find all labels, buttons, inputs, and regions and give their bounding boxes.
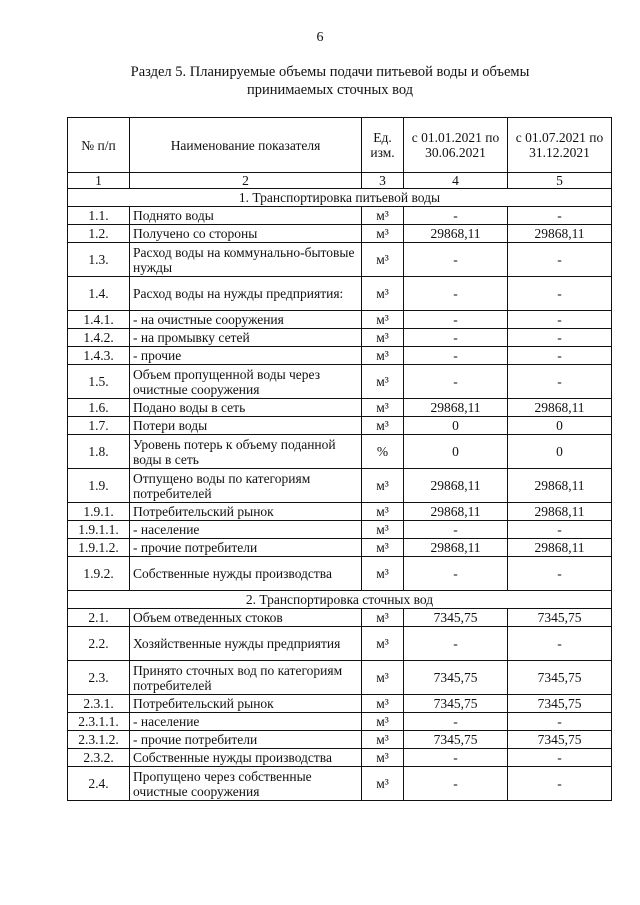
row-name: Объем отведенных стоков [130, 609, 362, 627]
table-row [68, 277, 612, 311]
row-value-period-1: - [404, 521, 508, 539]
row-number: 2.2. [68, 627, 130, 661]
row-number: 2.3.2. [68, 749, 130, 767]
row-unit: м³ [362, 243, 404, 277]
row-value-period-2: 29868,11 [508, 539, 612, 557]
row-value-period-1: - [404, 277, 508, 311]
row-name: - население [130, 521, 362, 539]
row-value-period-2: - [508, 277, 612, 311]
table-row [68, 503, 612, 521]
row-value-period-1: - [404, 311, 508, 329]
table-row [68, 243, 612, 277]
row-name: Пропущено через собственные очистные сооружения [130, 767, 362, 801]
row-number: 1.2. [68, 225, 130, 243]
table-row [68, 713, 612, 731]
table-row [68, 749, 612, 767]
row-value-period-2: 0 [508, 435, 612, 469]
row-value-period-2: 0 [508, 417, 612, 435]
row-unit: м³ [362, 277, 404, 311]
row-number: 1.1. [68, 207, 130, 225]
row-number: 2.3. [68, 661, 130, 695]
row-value-period-2: - [508, 311, 612, 329]
row-name: - прочие потребители [130, 731, 362, 749]
section-heading: 2. Транспортировка сточных вод [68, 591, 612, 609]
row-unit: м³ [362, 399, 404, 417]
table-row [68, 609, 612, 627]
col-number: 2 [130, 173, 362, 189]
row-unit: м³ [362, 767, 404, 801]
row-value-period-2: 7345,75 [508, 695, 612, 713]
col-number: 3 [362, 173, 404, 189]
table-row [68, 399, 612, 417]
row-value-period-2: 29868,11 [508, 399, 612, 417]
row-number: 2.1. [68, 609, 130, 627]
row-unit: м³ [362, 469, 404, 503]
table-row [68, 365, 612, 399]
row-value-period-2: 29868,11 [508, 469, 612, 503]
col-number: 4 [404, 173, 508, 189]
row-value-period-1: 29868,11 [404, 469, 508, 503]
row-unit: м³ [362, 661, 404, 695]
section-title [70, 63, 590, 99]
row-name: Объем пропущенной воды через очистные сооружения [130, 365, 362, 399]
row-value-period-2: 29868,11 [508, 225, 612, 243]
table-row [68, 311, 612, 329]
row-unit: м³ [362, 713, 404, 731]
row-name: - прочие [130, 347, 362, 365]
row-number: 1.3. [68, 243, 130, 277]
row-unit: м³ [362, 695, 404, 713]
col-number: 5 [508, 173, 612, 189]
section-title-line-1: Раздел 5. Планируемые объемы подачи питьевой воды и объемы [130, 64, 530, 80]
row-number: 1.5. [68, 365, 130, 399]
section-heading: 1. Транспортировка питьевой воды [68, 189, 612, 207]
row-name: Получено со стороны [130, 225, 362, 243]
row-value-period-2: 29868,11 [508, 503, 612, 521]
row-unit: м³ [362, 557, 404, 591]
row-value-period-1: - [404, 749, 508, 767]
row-value-period-1: - [404, 207, 508, 225]
row-value-period-2: - [508, 557, 612, 591]
row-value-period-2: - [508, 713, 612, 731]
section-row [68, 591, 612, 609]
row-number: 1.9.1.1. [68, 521, 130, 539]
table-row [68, 539, 612, 557]
row-number: 1.9.1.2. [68, 539, 130, 557]
row-value-period-1: - [404, 347, 508, 365]
row-value-period-2: - [508, 347, 612, 365]
row-name: - на очистные сооружения [130, 311, 362, 329]
row-number: 2.3.1.1. [68, 713, 130, 731]
header-unit: Ед. изм. [362, 118, 404, 173]
section-title-line-2: принимаемых сточных вод [246, 82, 414, 98]
row-name: - прочие потребители [130, 539, 362, 557]
table-row [68, 207, 612, 225]
row-value-period-1: 7345,75 [404, 609, 508, 627]
table-row [68, 557, 612, 591]
row-number: 1.6. [68, 399, 130, 417]
row-unit: м³ [362, 503, 404, 521]
table-row [68, 329, 612, 347]
row-unit: % [362, 435, 404, 469]
row-number: 1.9.1. [68, 503, 130, 521]
row-number: 1.7. [68, 417, 130, 435]
row-name: Собственные нужды производства [130, 557, 362, 591]
row-number: 2.4. [68, 767, 130, 801]
row-name: Принято сточных вод по категориям потребителей [130, 661, 362, 695]
row-number: 1.4. [68, 277, 130, 311]
row-value-period-2: - [508, 243, 612, 277]
row-value-period-2: 7345,75 [508, 661, 612, 695]
row-unit: м³ [362, 417, 404, 435]
table-row [68, 521, 612, 539]
row-value-period-1: - [404, 329, 508, 347]
page-number: 6 [316, 30, 324, 45]
row-unit: м³ [362, 365, 404, 399]
header-num: № п/п [68, 118, 130, 173]
header-name: Наименование показателя [130, 118, 362, 173]
table-row [68, 695, 612, 713]
plan-volumes-table [67, 117, 612, 801]
section-row [68, 189, 612, 207]
row-unit: м³ [362, 627, 404, 661]
row-value-period-1: 29868,11 [404, 539, 508, 557]
table-header-row [68, 118, 612, 173]
row-value-period-1: 29868,11 [404, 503, 508, 521]
row-name: Расход воды на нужды предприятия: [130, 277, 362, 311]
row-unit: м³ [362, 609, 404, 627]
header-period-1: с 01.01.2021 по 30.06.2021 [404, 118, 508, 173]
column-numbers-row [68, 173, 612, 189]
row-value-period-2: 7345,75 [508, 609, 612, 627]
row-name: Поднято воды [130, 207, 362, 225]
table-row [68, 225, 612, 243]
row-number: 2.3.1.2. [68, 731, 130, 749]
row-value-period-2: - [508, 521, 612, 539]
row-unit: м³ [362, 521, 404, 539]
row-value-period-1: 7345,75 [404, 695, 508, 713]
row-value-period-2: - [508, 329, 612, 347]
table-row [68, 661, 612, 695]
row-name: Уровень потерь к объему поданной воды в сеть [130, 435, 362, 469]
row-name: Отпущено воды по категориям потребителей [130, 469, 362, 503]
row-value-period-1: 7345,75 [404, 731, 508, 749]
col-number: 1 [68, 173, 130, 189]
row-value-period-1: 29868,11 [404, 399, 508, 417]
row-number: 1.4.1. [68, 311, 130, 329]
row-number: 1.4.3. [68, 347, 130, 365]
row-value-period-1: 0 [404, 435, 508, 469]
header-period-2: с 01.07.2021 по 31.12.2021 [508, 118, 612, 173]
row-value-period-1: 7345,75 [404, 661, 508, 695]
row-number: 2.3.1. [68, 695, 130, 713]
row-number: 1.8. [68, 435, 130, 469]
row-unit: м³ [362, 207, 404, 225]
table-row [68, 347, 612, 365]
table-row [68, 731, 612, 749]
row-name: - на промывку сетей [130, 329, 362, 347]
row-value-period-1: - [404, 365, 508, 399]
row-value-period-1: - [404, 243, 508, 277]
row-unit: м³ [362, 749, 404, 767]
row-value-period-1: 29868,11 [404, 225, 508, 243]
row-number: 1.4.2. [68, 329, 130, 347]
row-unit: м³ [362, 225, 404, 243]
table-row [68, 417, 612, 435]
row-name: Потребительский рынок [130, 503, 362, 521]
row-value-period-2: - [508, 749, 612, 767]
row-value-period-1: - [404, 557, 508, 591]
row-name: - население [130, 713, 362, 731]
row-name: Потери воды [130, 417, 362, 435]
row-value-period-2: - [508, 207, 612, 225]
row-number: 1.9.2. [68, 557, 130, 591]
row-value-period-2: 7345,75 [508, 731, 612, 749]
table-row [68, 435, 612, 469]
row-name: Потребительский рынок [130, 695, 362, 713]
table-row [68, 767, 612, 801]
row-unit: м³ [362, 539, 404, 557]
row-name: Расход воды на коммунально-бытовые нужды [130, 243, 362, 277]
row-value-period-1: 0 [404, 417, 508, 435]
row-unit: м³ [362, 731, 404, 749]
row-value-period-1: - [404, 713, 508, 731]
row-name: Хозяйственные нужды предприятия [130, 627, 362, 661]
row-name: Подано воды в сеть [130, 399, 362, 417]
row-value-period-1: - [404, 627, 508, 661]
row-unit: м³ [362, 347, 404, 365]
row-value-period-2: - [508, 627, 612, 661]
row-name: Собственные нужды производства [130, 749, 362, 767]
row-unit: м³ [362, 311, 404, 329]
row-value-period-2: - [508, 767, 612, 801]
row-unit: м³ [362, 329, 404, 347]
row-number: 1.9. [68, 469, 130, 503]
table-row [68, 469, 612, 503]
table-row [68, 627, 612, 661]
row-value-period-1: - [404, 767, 508, 801]
row-value-period-2: - [508, 365, 612, 399]
